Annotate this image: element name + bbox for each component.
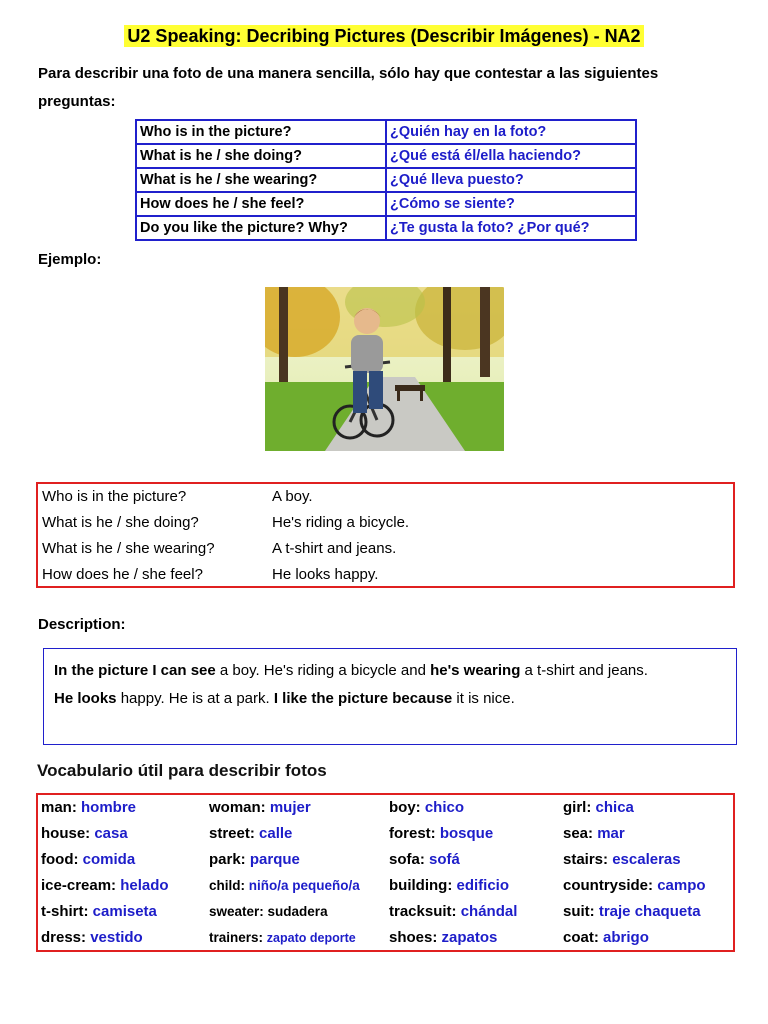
vocab-word: stairs:	[563, 851, 609, 868]
vocab-item	[209, 930, 356, 945]
vocab-item	[209, 799, 311, 816]
vocab-translation: comida	[82, 851, 136, 868]
description-plain: it is nice.	[452, 690, 515, 707]
vocab-item	[563, 929, 649, 946]
vocab-word: child:	[209, 878, 245, 893]
vocab-word: food:	[41, 851, 79, 868]
vocab-item	[41, 825, 128, 842]
table-row	[136, 120, 636, 144]
vocab-translation: chándal	[460, 903, 518, 920]
vocab-item	[209, 878, 360, 893]
question-es: ¿Qué lleva puesto?	[386, 168, 636, 192]
answer-text: He looks happy.	[272, 566, 379, 583]
vocab-item	[389, 877, 509, 894]
questions-table	[135, 119, 637, 241]
question-es: ¿Cómo se siente?	[386, 192, 636, 216]
vocab-item	[563, 799, 634, 816]
description-text	[54, 657, 734, 713]
vocab-translation: parque	[249, 851, 300, 868]
vocab-translation: mar	[597, 825, 625, 842]
page-title-text: U2 Speaking: Decribing Pictures (Describir Imágenes) - NA2	[124, 25, 643, 47]
vocab-translation: chico	[424, 799, 465, 816]
vocab-item	[389, 851, 460, 868]
table-row	[136, 216, 636, 240]
example-photo	[265, 287, 504, 451]
question-en: What is he / she wearing?	[136, 168, 386, 192]
vocab-item	[563, 851, 681, 868]
page-title	[0, 26, 768, 47]
description-box	[43, 648, 737, 745]
vocabulary-title: Vocabulario útil para describir fotos	[37, 761, 327, 780]
intro-text: Para describir una foto de una manera sencilla, sólo hay que contestar a las siguientes preguntas:	[38, 65, 659, 110]
answer-text: A t-shirt and jeans.	[272, 540, 397, 557]
vocab-word: dress:	[41, 929, 87, 946]
vocab-translation: helado	[120, 877, 169, 894]
vocab-item	[563, 877, 706, 894]
vocab-word: suit:	[563, 903, 595, 920]
table-row	[136, 168, 636, 192]
vocab-item	[41, 851, 135, 868]
question-es: ¿Te gusta la foto? ¿Por qué?	[386, 216, 636, 240]
description-plain: a t-shirt and jeans.	[520, 662, 648, 679]
vocab-translation: calle	[259, 825, 293, 842]
vocab-item	[209, 825, 292, 842]
vocab-translation: zapatos	[441, 929, 498, 946]
vocab-translation: abrigo	[603, 929, 649, 946]
vocab-word: man:	[41, 799, 77, 816]
table-row	[136, 192, 636, 216]
vocab-word: building:	[389, 877, 453, 894]
boy-on-bicycle-image	[265, 287, 504, 451]
vocab-word: sofa:	[389, 851, 425, 868]
table-row	[136, 144, 636, 168]
vocab-word: park:	[209, 851, 246, 868]
vocab-word: tracksuit:	[389, 903, 457, 920]
vocab-translation: sudadera	[267, 904, 328, 919]
vocab-word: girl:	[563, 799, 592, 816]
vocab-translation: hombre	[81, 799, 137, 816]
question-en: Who is in the picture?	[136, 120, 386, 144]
vocab-translation: bosque	[439, 825, 494, 842]
vocab-translation: zapato deporte	[266, 931, 356, 945]
question-en: How does he / she feel?	[136, 192, 386, 216]
vocab-word: countryside:	[563, 877, 654, 894]
answer-question: What is he / she wearing?	[42, 540, 215, 557]
vocab-item	[389, 825, 493, 842]
vocab-translation: casa	[94, 825, 128, 842]
vocab-item	[41, 799, 136, 816]
question-en: Do you like the picture? Why?	[136, 216, 386, 240]
vocab-word: sweater:	[209, 904, 264, 919]
vocab-word: shoes:	[389, 929, 438, 946]
vocab-word: house:	[41, 825, 91, 842]
vocab-word: boy:	[389, 799, 421, 816]
vocab-item	[209, 851, 300, 868]
vocab-item	[209, 904, 328, 919]
vocab-word: t-shirt:	[41, 903, 89, 920]
description-bold: I like the picture because	[273, 690, 453, 707]
example-label: Ejemplo:	[38, 251, 102, 268]
vocab-word: ice-cream:	[41, 877, 117, 894]
answer-question: Who is in the picture?	[42, 488, 187, 505]
example-answers-box	[36, 482, 735, 588]
vocab-item	[563, 825, 625, 842]
description-bold: He looks	[54, 690, 117, 707]
vocab-item	[41, 929, 143, 946]
vocab-word: street:	[209, 825, 255, 842]
description-bold: he's wearing	[430, 662, 521, 679]
vocabulary-box	[36, 793, 735, 952]
vocab-translation: camiseta	[92, 903, 157, 920]
description-plain: a boy. He's riding a bicycle and	[215, 662, 431, 679]
vocab-translation: vestido	[90, 929, 143, 946]
vocab-word: trainers:	[209, 930, 264, 945]
description-bold: In the picture I can see	[54, 662, 216, 679]
answer-text: A boy.	[272, 488, 313, 505]
vocab-translation: niño/a pequeño/a	[248, 878, 360, 893]
vocab-word: sea:	[563, 825, 594, 842]
vocab-word: coat:	[563, 929, 599, 946]
vocab-item	[389, 799, 464, 816]
vocab-translation: chica	[595, 799, 634, 816]
vocab-translation: sofá	[429, 851, 460, 868]
answer-text: He's riding a bicycle.	[272, 514, 410, 531]
vocab-item	[389, 929, 497, 946]
vocab-word: woman:	[209, 799, 266, 816]
vocab-word: forest:	[389, 825, 436, 842]
vocab-item	[41, 877, 169, 894]
question-es: ¿Qué está él/ella haciendo?	[386, 144, 636, 168]
vocab-translation: traje chaqueta	[598, 903, 701, 920]
question-es: ¿Quién hay en la foto?	[386, 120, 636, 144]
description-plain: happy. He is at a park.	[116, 690, 274, 707]
question-en: What is he / she doing?	[136, 144, 386, 168]
vocab-translation: escaleras	[612, 851, 681, 868]
vocab-item	[41, 903, 157, 920]
vocab-translation: campo	[657, 877, 706, 894]
description-label: Description:	[38, 616, 126, 633]
vocab-translation: mujer	[269, 799, 311, 816]
vocab-item	[563, 903, 701, 920]
vocab-item	[389, 903, 517, 920]
answer-question: What is he / she doing?	[42, 514, 199, 531]
vocab-translation: edificio	[456, 877, 509, 894]
answer-question: How does he / she feel?	[42, 566, 203, 583]
